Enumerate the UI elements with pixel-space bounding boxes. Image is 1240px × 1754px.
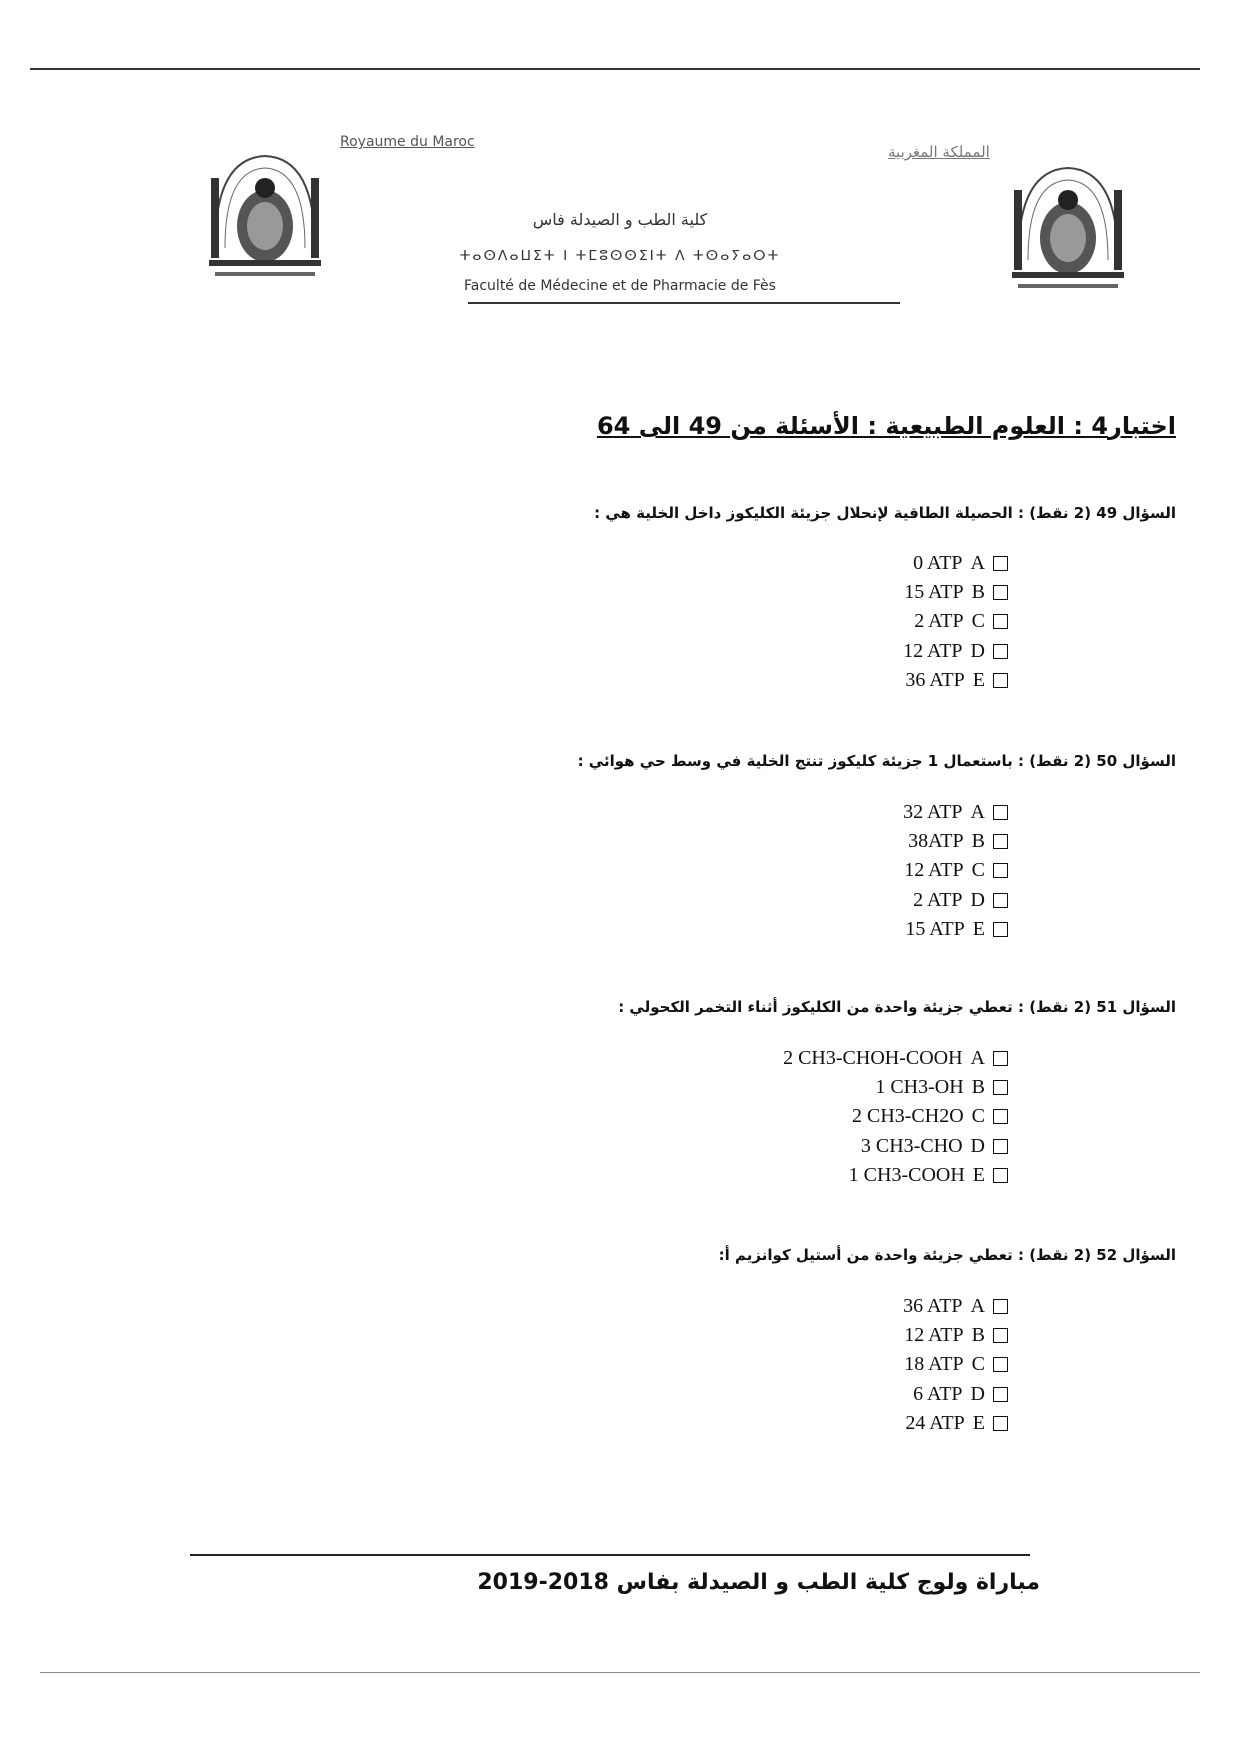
q50-option-b[interactable] — [908, 830, 1008, 853]
q52-option-b[interactable] — [904, 1324, 1008, 1347]
checkbox[interactable] — [993, 863, 1008, 878]
footer-exam-label: مباراة ولوج كلية الطب و الصيدلة بفاس 2018-2019 — [477, 1570, 1040, 1595]
option-text: 36 ATP — [903, 1295, 963, 1317]
royaume-label: Royaume du Maroc — [340, 134, 475, 150]
option-letter: C — [971, 859, 985, 881]
checkbox[interactable] — [993, 1168, 1008, 1183]
question-52: السؤال 52 (2 نقط) : تعطي جزيئة واحدة من أستيل كوانزيم أ: — [718, 1246, 1176, 1264]
checkbox[interactable] — [993, 644, 1008, 659]
header-divider — [468, 302, 900, 304]
checkbox[interactable] — [993, 1051, 1008, 1066]
faculty-french: Faculté de Médecine et de Pharmacie de Fès — [464, 278, 776, 294]
q51-option-a[interactable] — [783, 1047, 1008, 1070]
option-letter: A — [970, 552, 985, 574]
faculty-tifinagh: ⵜⴰⵙⴷⴰⵡⵉⵜ ⵏ ⵜⵎⵓⵙⵙⵉⵏⵜ ⴷ ⵜⵙⴰⵢⴰⵔⵜ — [459, 248, 781, 264]
q50-option-a[interactable] — [903, 801, 1008, 824]
checkbox[interactable] — [993, 1416, 1008, 1431]
option-text: 2 ATP — [913, 889, 963, 911]
option-text: 12 ATP — [903, 640, 963, 662]
faculty-arabic: كلية الطب و الصيدلة فاس — [532, 210, 708, 229]
option-text: 12 ATP — [904, 859, 964, 881]
question-49: السؤال 49 (2 نقط) : الحصيلة الطاقية لإنحلال جزيئة الكليكوز داخل الخلية هي : — [594, 504, 1176, 522]
mamlaka-label: المملكة المغربية — [888, 143, 990, 161]
q50-option-e[interactable] — [905, 918, 1008, 941]
option-text: 15 ATP — [905, 918, 965, 940]
option-letter: D — [970, 1135, 985, 1157]
option-text: 3 CH3-CHO — [860, 1135, 963, 1157]
option-text: 2 ATP — [914, 610, 964, 632]
option-letter: D — [970, 1383, 985, 1405]
checkbox[interactable] — [993, 673, 1008, 688]
option-letter: C — [971, 1353, 985, 1375]
q51-option-b[interactable] — [875, 1076, 1008, 1099]
checkbox[interactable] — [993, 1387, 1008, 1402]
q52-option-a[interactable] — [903, 1295, 1008, 1318]
checkbox[interactable] — [993, 1357, 1008, 1372]
option-letter: A — [970, 1295, 985, 1317]
q52-option-e[interactable] — [905, 1412, 1008, 1435]
q50-option-d[interactable] — [913, 889, 1008, 912]
checkbox[interactable] — [993, 805, 1008, 820]
option-text: 2 CH3-CHOH-COOH — [783, 1047, 963, 1069]
q49-option-b[interactable] — [904, 581, 1008, 604]
option-letter: A — [970, 1047, 985, 1069]
checkbox[interactable] — [993, 556, 1008, 571]
option-text: 1 CH3-OH — [875, 1076, 964, 1098]
q51-option-e[interactable] — [849, 1164, 1008, 1187]
option-text: 32 ATP — [903, 801, 963, 823]
checkbox[interactable] — [993, 834, 1008, 849]
checkbox[interactable] — [993, 1080, 1008, 1095]
checkbox[interactable] — [993, 614, 1008, 629]
option-text: 24 ATP — [905, 1412, 965, 1434]
option-text: 2 CH3-CH2O — [851, 1105, 964, 1127]
option-text: 18 ATP — [904, 1353, 964, 1375]
option-text: 15 ATP — [904, 581, 964, 603]
exam-title: اختبار4 : العلوم الطبيعية : الأسئلة من 49 الى 64 — [596, 412, 1176, 440]
checkbox[interactable] — [993, 1299, 1008, 1314]
footer-divider — [190, 1554, 1030, 1556]
option-letter: D — [970, 889, 985, 911]
checkbox[interactable] — [993, 893, 1008, 908]
option-text: 6 ATP — [913, 1383, 963, 1405]
checkbox[interactable] — [993, 585, 1008, 600]
q50-option-c[interactable] — [904, 859, 1008, 882]
option-letter: E — [972, 1412, 985, 1434]
scan-top-line — [30, 68, 1200, 70]
option-letter: C — [971, 1105, 985, 1127]
checkbox[interactable] — [993, 1109, 1008, 1124]
scan-bottom-line — [40, 1672, 1200, 1673]
option-letter: E — [972, 918, 985, 940]
option-letter: B — [971, 830, 985, 852]
option-letter: E — [972, 1164, 985, 1186]
question-51: السؤال 51 (2 نقط) : تعطي جزيئة واحدة من الكليكوز أثناء التخمر الكحولي : — [618, 998, 1176, 1016]
q49-option-c[interactable] — [914, 610, 1008, 633]
checkbox[interactable] — [993, 1328, 1008, 1343]
q52-option-d[interactable] — [913, 1383, 1008, 1406]
option-letter: E — [972, 669, 985, 691]
option-text: 36 ATP — [905, 669, 965, 691]
option-text: 12 ATP — [904, 1324, 964, 1346]
option-letter: A — [970, 801, 985, 823]
question-50: السؤال 50 (2 نقط) : باستعمال 1 جزيئة كليكوز تنتج الخلية في وسط حي هوائي : — [577, 752, 1176, 770]
option-text: 38ATP — [908, 830, 964, 852]
option-letter: B — [971, 1324, 985, 1346]
q52-option-c[interactable] — [904, 1353, 1008, 1376]
option-letter: B — [971, 1076, 985, 1098]
checkbox[interactable] — [993, 922, 1008, 937]
option-letter: B — [971, 581, 985, 603]
q51-option-c[interactable] — [852, 1105, 1008, 1128]
q49-option-e[interactable] — [905, 669, 1008, 692]
option-text: 1 CH3-COOH — [848, 1164, 965, 1186]
q51-option-d[interactable] — [861, 1135, 1008, 1158]
option-letter: C — [971, 610, 985, 632]
option-letter: D — [970, 640, 985, 662]
checkbox[interactable] — [993, 1139, 1008, 1154]
q49-option-d[interactable] — [903, 640, 1008, 663]
q49-option-a[interactable] — [913, 552, 1008, 575]
option-text: 0 ATP — [913, 552, 963, 574]
